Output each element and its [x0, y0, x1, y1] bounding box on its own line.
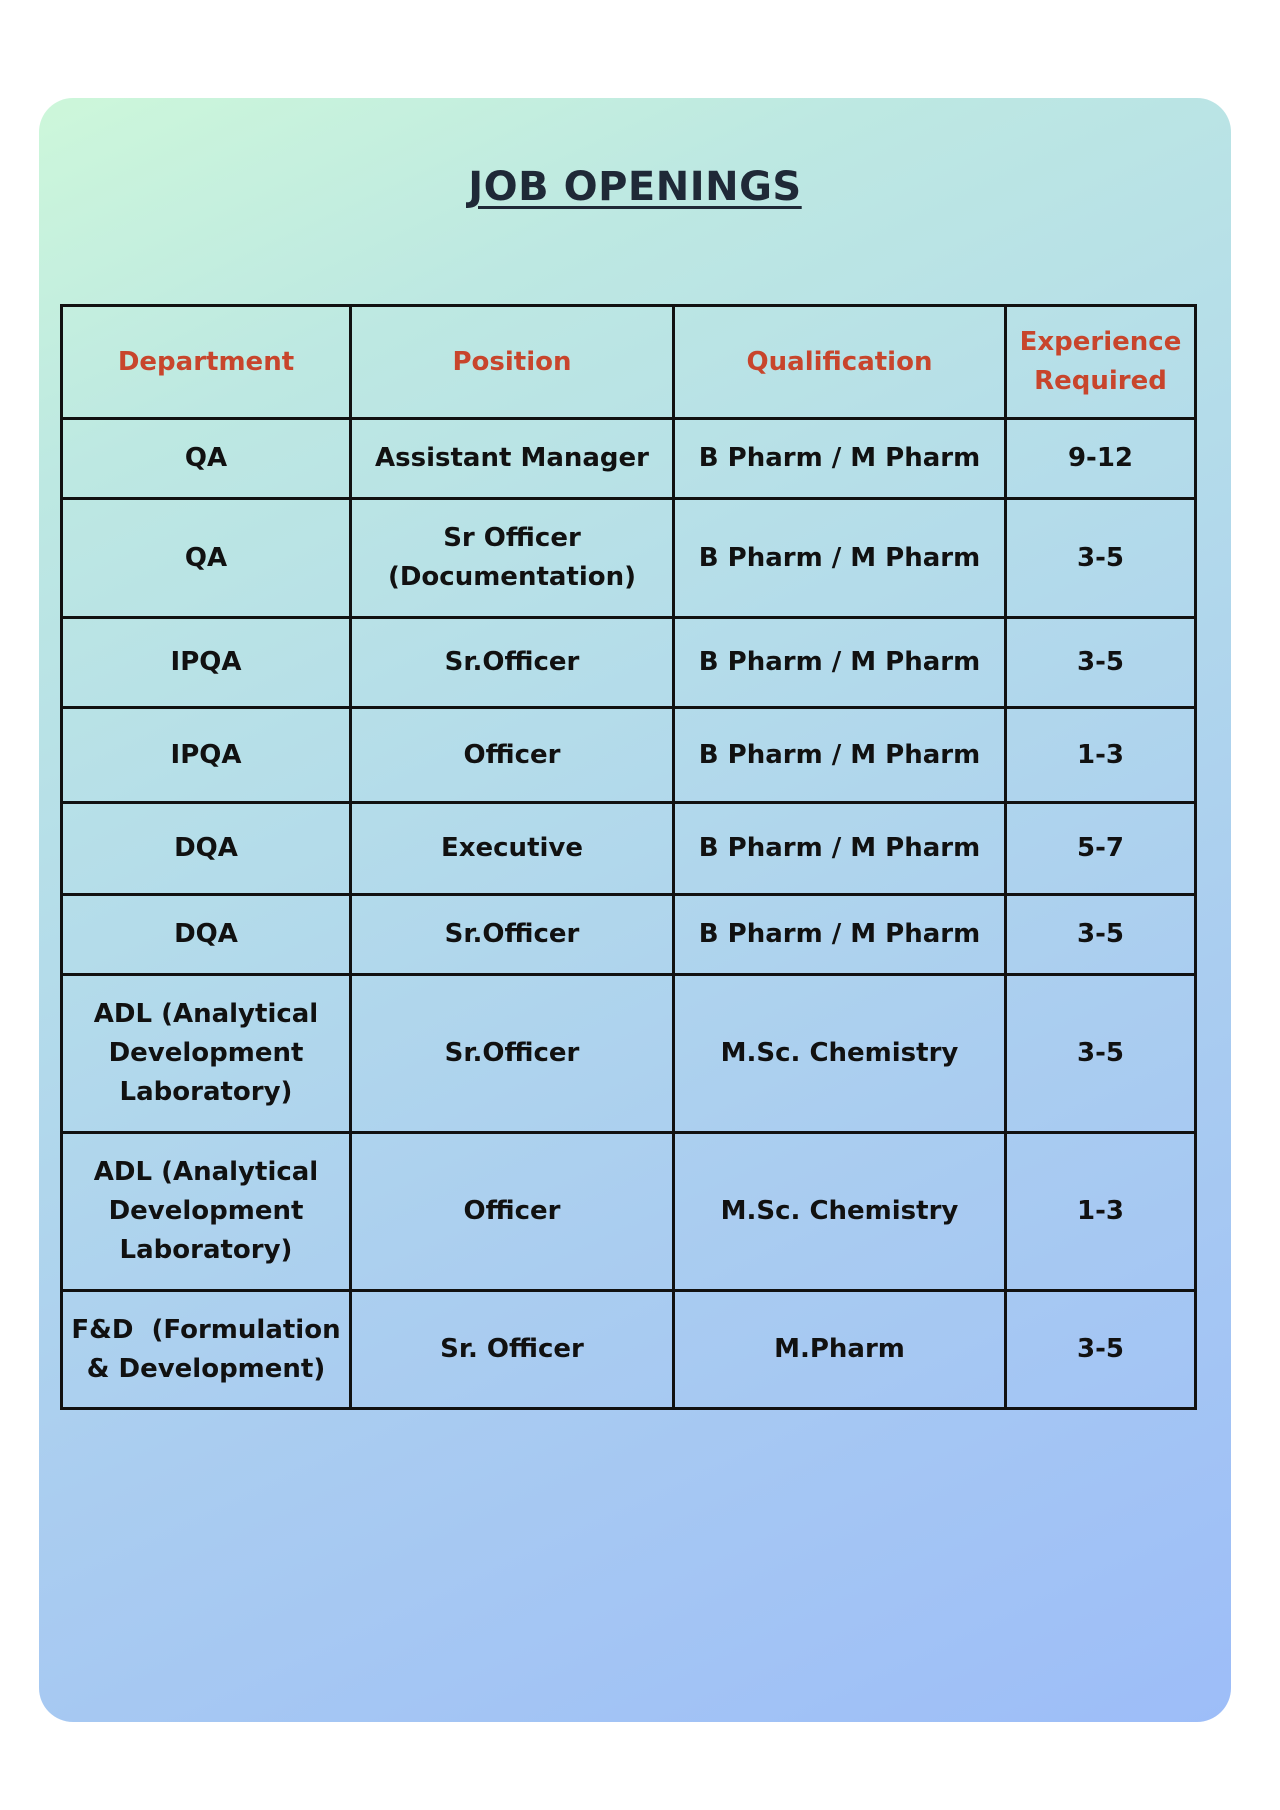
qualification-cell: B Pharm / M Pharm	[674, 708, 1006, 803]
department-cell: QA	[62, 499, 351, 618]
qualification-cell: B Pharm / M Pharm	[674, 618, 1006, 708]
header-qualification: Qualification	[674, 306, 1006, 419]
department-cell: IPQA	[62, 708, 351, 803]
qualification-cell: M.Pharm	[674, 1291, 1006, 1409]
department-cell: IPQA	[62, 618, 351, 708]
experience-cell: 3-5	[1006, 499, 1196, 618]
department-cell: DQA	[62, 895, 351, 975]
header-position: Position	[351, 306, 674, 419]
experience-cell: 3-5	[1006, 618, 1196, 708]
qualification-cell: B Pharm / M Pharm	[674, 419, 1006, 499]
table-header-row	[62, 306, 1196, 419]
qualification-cell: B Pharm / M Pharm	[674, 803, 1006, 895]
qualification-cell: M.Sc. Chemistry	[674, 975, 1006, 1133]
table-row	[62, 499, 1196, 618]
qualification-cell: B Pharm / M Pharm	[674, 895, 1006, 975]
position-cell: Sr.Officer	[351, 975, 674, 1133]
department-cell: ADL (Analytical Development Laboratory)	[62, 1133, 351, 1291]
position-cell: Sr.Officer	[351, 618, 674, 708]
table-row	[62, 419, 1196, 499]
table-row	[62, 618, 1196, 708]
table-row	[62, 803, 1196, 895]
header-department: Department	[62, 306, 351, 419]
table-row	[62, 895, 1196, 975]
position-cell: Assistant Manager	[351, 419, 674, 499]
position-cell: Executive	[351, 803, 674, 895]
position-cell: Sr. Officer	[351, 1291, 674, 1409]
header-experience-required: Experience Required	[1006, 306, 1196, 419]
experience-cell: 9-12	[1006, 419, 1196, 499]
experience-cell: 1-3	[1006, 708, 1196, 803]
experience-cell: 3-5	[1006, 975, 1196, 1133]
experience-cell: 1-3	[1006, 1133, 1196, 1291]
job-openings-table	[60, 304, 1197, 1410]
table-row	[62, 708, 1196, 803]
position-cell: Sr.Officer	[351, 895, 674, 975]
table-row	[62, 1291, 1196, 1409]
job-openings-card	[39, 98, 1231, 1722]
qualification-cell: B Pharm / M Pharm	[674, 499, 1006, 618]
page-title: JOB OPENINGS	[468, 164, 802, 210]
department-cell: DQA	[62, 803, 351, 895]
experience-cell: 3-5	[1006, 895, 1196, 975]
department-cell: QA	[62, 419, 351, 499]
department-cell: F&D (Formulation & Development)	[62, 1291, 351, 1409]
position-cell: Sr Officer (Documentation)	[351, 499, 674, 618]
experience-cell: 5-7	[1006, 803, 1196, 895]
table-row	[62, 975, 1196, 1133]
position-cell: Officer	[351, 1133, 674, 1291]
qualification-cell: M.Sc. Chemistry	[674, 1133, 1006, 1291]
experience-cell: 3-5	[1006, 1291, 1196, 1409]
table-row	[62, 1133, 1196, 1291]
department-cell: ADL (Analytical Development Laboratory)	[62, 975, 351, 1133]
position-cell: Officer	[351, 708, 674, 803]
